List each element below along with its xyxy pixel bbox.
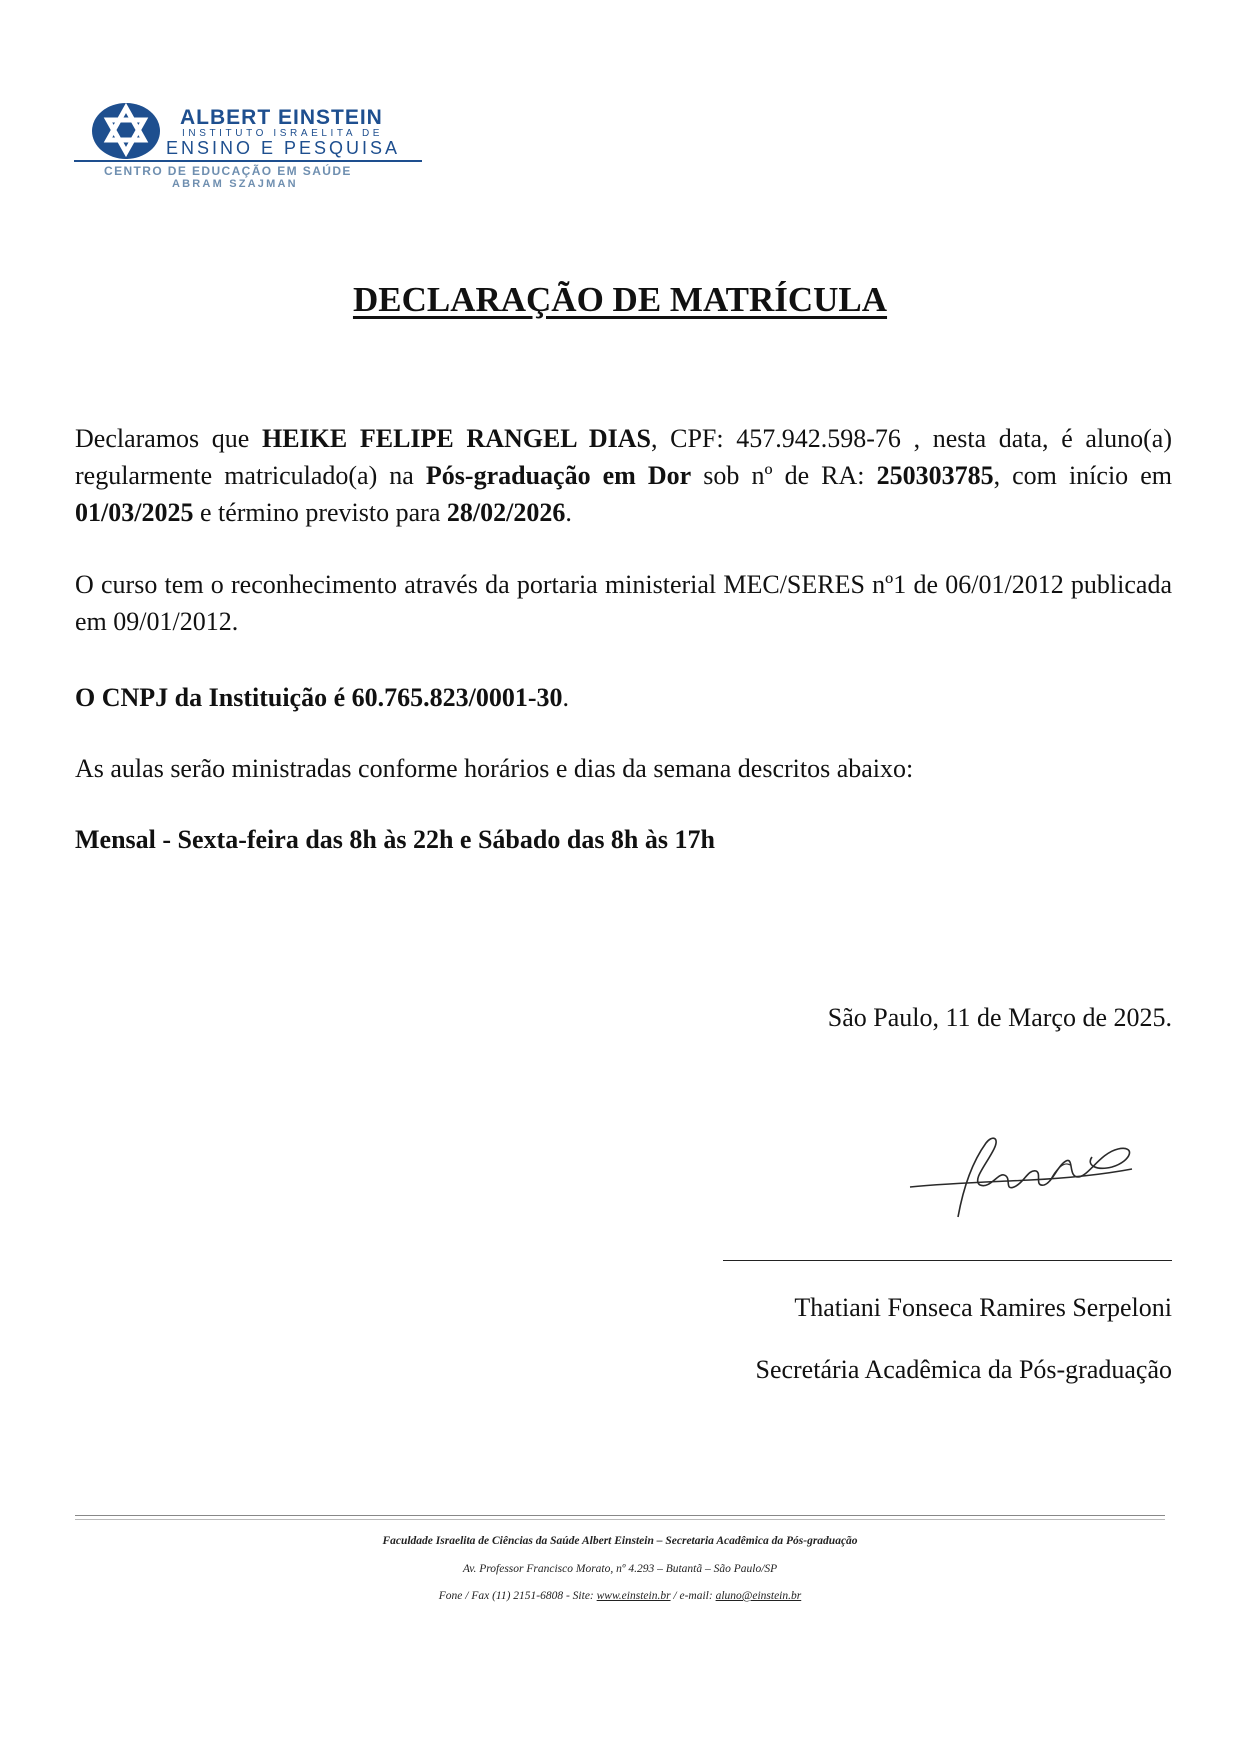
student-ra: 250303785 bbox=[876, 461, 994, 490]
place-and-date: São Paulo, 11 de Março de 2025. bbox=[827, 1003, 1172, 1032]
signature-line bbox=[723, 1260, 1172, 1261]
signer-role: Secretária Acadêmica da Pós-graduação bbox=[755, 1355, 1172, 1384]
star-of-david-logo-icon bbox=[88, 100, 168, 162]
footer-address: Av. Professor Francisco Morato, nº 4.293 – Butantã – São Paulo/SP bbox=[462, 1563, 778, 1575]
institution-logo bbox=[74, 92, 422, 194]
footer-email-link[interactable]: aluno@einstein.br bbox=[715, 1590, 802, 1602]
recognition-paragraph: O curso tem o reconhecimento através da portaria ministerial MEC/SERES nº1 de 06/01/2012 publicada em 09/01/2012. bbox=[75, 570, 1172, 636]
start-date: 01/03/2025 bbox=[75, 498, 194, 527]
end-date: 28/02/2026 bbox=[446, 498, 566, 527]
logo-subtitle-2: ENSINO E PESQUISA bbox=[166, 138, 401, 158]
signer-name: Thatiani Fonseca Ramires Serpeloni bbox=[794, 1293, 1172, 1322]
logo-center-name-2: ABRAM SZAJMAN bbox=[172, 178, 298, 190]
cnpj-paragraph: O CNPJ da Instituição é 60.765.823/0001-30. bbox=[75, 683, 569, 712]
student-name: HEIKE FELIPE RANGEL DIAS bbox=[261, 424, 651, 453]
schedule-intro: As aulas serão ministradas conforme horários e dias da semana descritos abaixo: bbox=[75, 754, 914, 783]
schedule-details: Mensal - Sexta-feira das 8h às 22h e Sábado das 8h às 17h bbox=[75, 825, 715, 854]
footer-contact: Fone / Fax (11) 2151-6808 - Site: www.einstein.br / e-mail: aluno@einstein.br bbox=[438, 1590, 802, 1602]
course-name: Pós-graduação em Dor bbox=[425, 461, 692, 490]
logo-title: ALBERT EINSTEIN bbox=[180, 106, 383, 129]
logo-divider bbox=[74, 160, 422, 162]
enrollment-paragraph: Declaramos que HEIKE FELIPE RANGEL DIAS, CPF: 457.942.598-76 , nesta data, é aluno(a) regularmente matriculado(a) na Pós-graduação em Dor sob nº de RA: 250303785, com início em 01/03/2025 e término previsto para 28/02/2026. bbox=[75, 424, 1172, 527]
document-title: DECLARAÇÃO DE MATRÍCULA bbox=[352, 280, 888, 319]
student-cpf: 457.942.598-76 bbox=[736, 424, 901, 453]
footer-site-link[interactable]: www.einstein.br bbox=[596, 1590, 671, 1602]
logo-center-name: CENTRO DE EDUCAÇÃO EM SAÚDE bbox=[104, 164, 352, 178]
logo-subtitle: INSTITUTO ISRAELITA DE bbox=[182, 128, 384, 139]
handwritten-signature bbox=[900, 1125, 1160, 1225]
footer-divider bbox=[75, 1515, 1165, 1520]
footer-institution: Faculdade Israelita de Ciências da Saúde Albert Einstein – Secretaria Acadêmica da Pós-graduação bbox=[382, 1535, 858, 1547]
